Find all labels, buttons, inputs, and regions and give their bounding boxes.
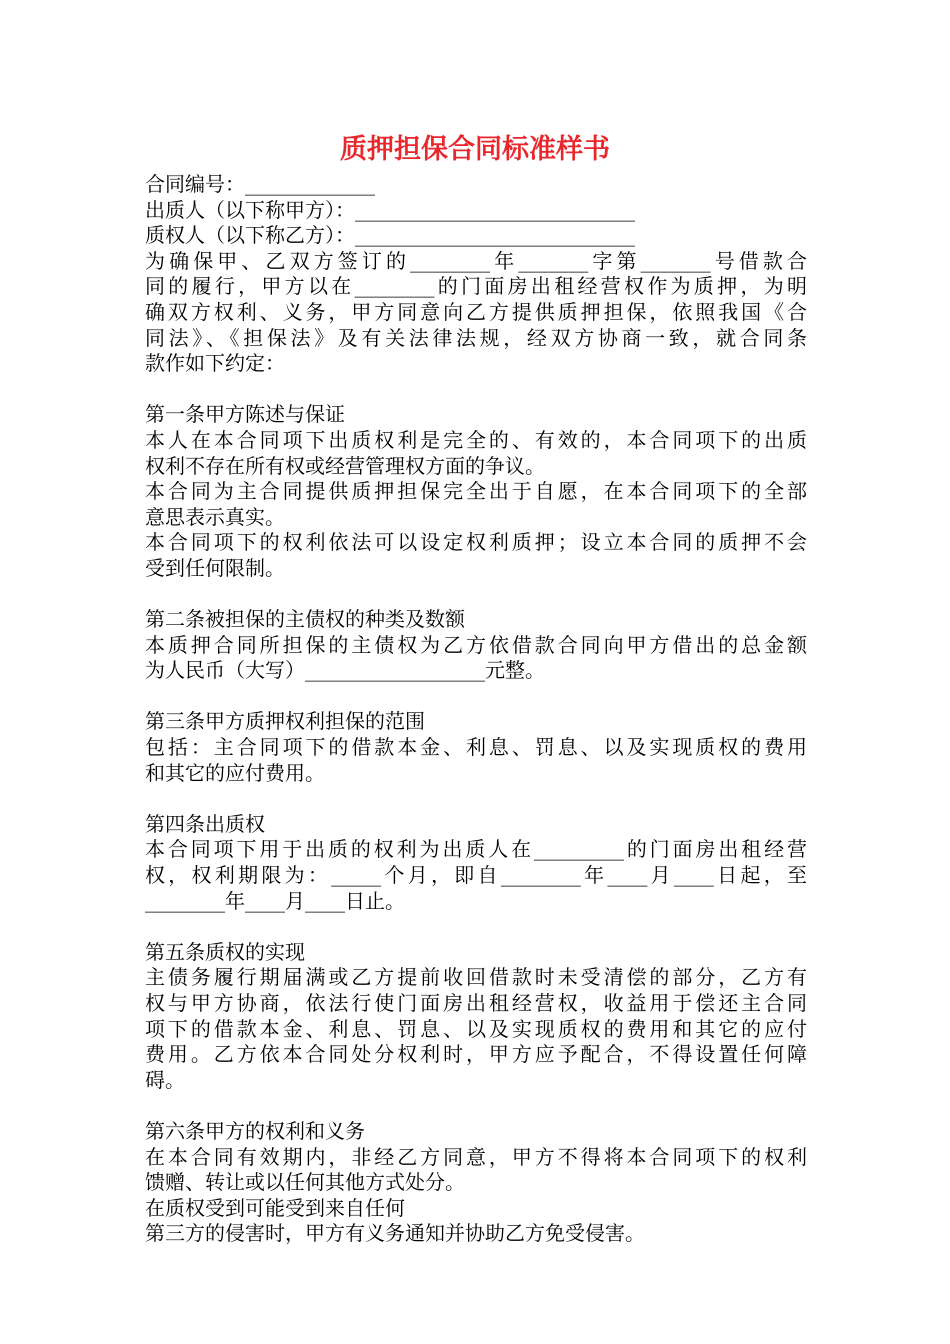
preamble-line: 款作如下约定： (145, 351, 285, 376)
spacer (145, 684, 807, 710)
contract-number-line: 合同编号：_____________ (145, 172, 375, 196)
preamble-line: 确双方权利、义务，甲方同意向乙方提供质押担保，依照我国《合 (145, 299, 807, 324)
article-heading: 第五条质权的实现 (145, 939, 305, 964)
article-1 (145, 402, 807, 581)
article-line: 为人民币（大写）__________________元整。 (145, 658, 545, 683)
article-line: ________年____月____日止。 (145, 888, 405, 913)
article-line: 本合同项下用于出质的权利为出质人在_________的门面房出租经营 (145, 837, 807, 862)
article-line: 项下的借款本金、利息、罚息、以及实现质权的费用和其它的应付 (145, 1016, 807, 1041)
article-heading: 第三条甲方质押权利担保的范围 (145, 709, 425, 734)
article-line: 包括：主合同项下的借款本金、利息、罚息、以及实现质权的费用 (145, 735, 807, 760)
article-3 (145, 709, 807, 786)
preamble-line: 同的履行，甲方以在________的门面房出租经营权作为质押，为明 (145, 274, 807, 299)
article-line: 主债务履行期届满或乙方提前收回借款时未受清偿的部分，乙方有 (145, 965, 807, 990)
article-line: 碍。 (145, 1067, 185, 1092)
spacer (145, 786, 807, 812)
article-line: 在本合同有效期内，非经乙方同意，甲方不得将本合同项下的权利 (145, 1144, 807, 1169)
pledgee-line: 质权人（以下称乙方）：____________________________ (145, 223, 635, 248)
article-line: 本合同为主合同提供质押担保完全出于自愿，在本合同项下的全部 (145, 479, 807, 504)
article-line: 意思表示真实。 (145, 504, 285, 529)
article-line: 权与甲方协商，依法行使门面房出租经营权，收益用于偿还主合同 (145, 991, 807, 1015)
preamble-line: 同法》、《担保法》及有关法律法规，经双方协商一致，就合同条 (145, 325, 807, 350)
article-line: 权利不存在所有权或经营管理权方面的争议。 (145, 453, 545, 478)
article-line: 在质权受到可能受到来自任何 (145, 1195, 405, 1220)
document-body (145, 172, 807, 1247)
spacer (145, 914, 807, 940)
article-heading: 第一条甲方陈述与保证 (145, 402, 345, 427)
spacer (145, 377, 807, 403)
article-line: 第三方的侵害时，甲方有义务通知并协助乙方免受侵害。 (145, 1221, 645, 1246)
article-6 (145, 1119, 807, 1247)
preamble-line: 为确保甲、乙双方签订的________年_______字第_______号借款合 (145, 248, 807, 273)
article-line: 费用。乙方依本合同处分权利时，甲方应予配合，不得设置任何障 (145, 1042, 807, 1067)
article-line: 和其它的应付费用。 (145, 760, 325, 785)
preamble (145, 249, 807, 377)
spacer (145, 582, 807, 608)
article-heading: 第四条出质权 (145, 811, 265, 836)
article-line: 本人在本合同项下出质权利是完全的、有效的，本合同项下的出质 (145, 427, 807, 452)
pledgor-line: 出质人（以下称甲方）：____________________________ (145, 197, 635, 222)
document-title: 质押担保合同标准样书 (340, 134, 610, 165)
article-4 (145, 812, 807, 914)
article-heading: 第六条甲方的权利和义务 (145, 1118, 365, 1143)
article-2 (145, 607, 807, 684)
article-5 (145, 940, 807, 1094)
article-line: 权，权利期限为：_____个月，即自________年____月____日起，至 (145, 863, 807, 888)
article-line: 受到任何限制。 (145, 555, 285, 580)
spacer (145, 1093, 807, 1119)
article-line: 馈赠、转让或以任何其他方式处分。 (145, 1170, 465, 1195)
article-line: 本质押合同所担保的主债权为乙方依借款合同向甲方借出的总金额 (145, 632, 807, 657)
article-line: 本合同项下的权利依法可以设定权利质押；设立本合同的质押不会 (145, 530, 807, 555)
article-heading: 第二条被担保的主债权的种类及数额 (145, 607, 465, 632)
